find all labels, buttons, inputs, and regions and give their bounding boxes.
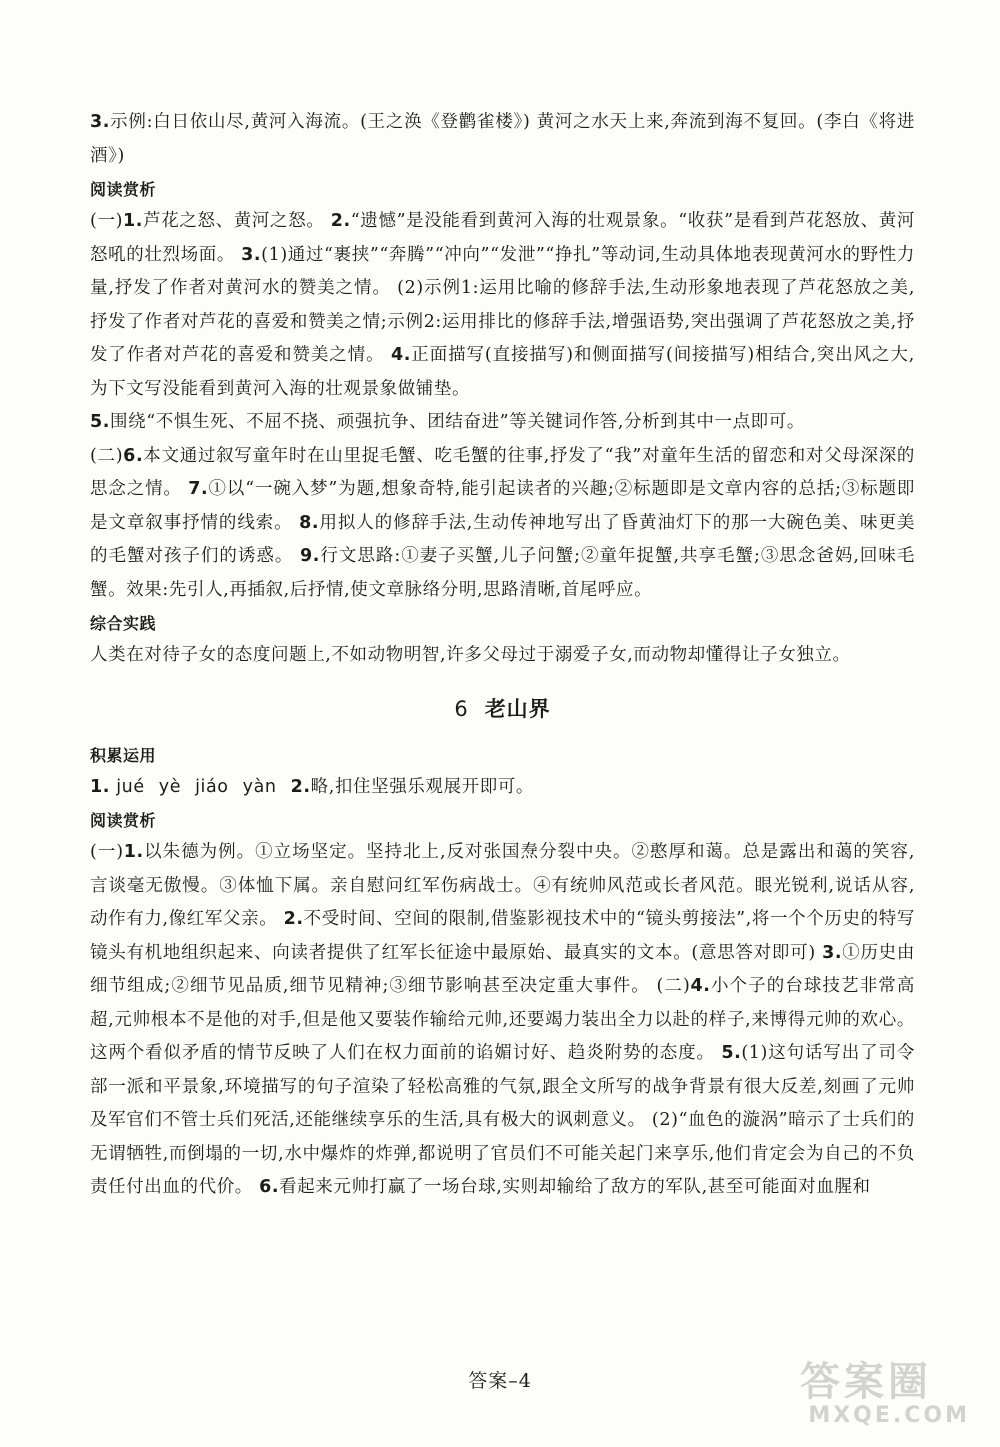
answer-text: 示例:白日依山尽,黄河入海流。(王之涣《登鹳雀楼》) 黄河之水天上来,奔流到海不复回。(李白《将进酒》) — [90, 112, 915, 166]
reading2-answers: (一)1.以朱德为例。①立场坚定。坚持北上,反对张国焘分裂中央。②憨厚和蔼。总是露出和蔼的笑容,言谈毫无傲慢。③体恤下属。亲自慰问红军伤病战士。④有统帅风范或长者风范。眼光锐利,说话从容,动作有力,像红军父亲。 2.不受时间、空间的限制,借鉴影视技术中的“镜头剪接法”,将一个个历史的特写镜头有机地组织起来、向读者提供了红军长征途中最原始、最真实的文本。(意思答对即可) 3.①历史由细节组成;②细节见品质,细节见精神;③细节影响甚至决定重大事件。 (二)4.小个子的台球技艺非常高超,元帅根本不是他的对手,但是他又要装作输给元帅,还要竭力装出全力以赴的样子,来博得元帅的欢心。这两个看似矛盾的情节反映了人们在权力面前的谄媚讨好、趋炎附势的态度。 5.(1)这句话写出了司令部一派和平景象,环境描写的句子渲染了轻松高雅的气氛,跟全文所写的战争背景有很大反差,刻画了元帅及军官们不管士兵们死活,还能继续享乐的生活,具有极大的讽刺意义。 (2)“血色的漩涡”暗示了士兵们的无谓牺牲,而倒塌的一切,水中爆炸的炸弹,都说明了官员们不可能关起门来享乐,他们肯定会为自己的不负责任付出血的代价。 6.看起来元帅打赢了一场台球,实则却输给了敌方的军队,甚至可能面对血腥和 — [90, 842, 915, 1197]
answer-page — [90, 106, 915, 1205]
section-heading-reading: 阅读赏析 — [90, 180, 157, 199]
reading-part-1: (一)1.芦花之怒、黄河之怒。 2.“遗憾”是没能看到黄河入海的壮观景象。“收获”是看到芦花怒放、黄河怒吼的壮烈场面。 3.(1)通过“裹挟”“奔腾”“冲向”“发泄”“挣扎”等动词,生动具体地表现黄河水的野性力量,抒发了作者对黄河水的赞美之情。 (2)示例1:运用比喻的修辞手法,生动形象地表现了芦花怒放之美,抒发了作者对芦花的喜爱和赞美之情;示例2:运用排比的修辞手法,增强语势,突出强调了芦花怒放之美,抒发了作者对芦花的喜爱和赞美之情。 4.正面描写(直接描写)和侧面描写(间接描写)相结合,突出风之大,为下文写没能看到黄河入海的壮观景象做铺垫。 — [90, 211, 915, 399]
reading-q5: 5.围绕“不惧生死、不屈不挠、顽强抗争、团结奋进”等关键词作答,分析到其中一点即可。 — [90, 412, 805, 432]
answer-block-3 — [90, 106, 915, 173]
page-number: 答案–4 — [468, 1370, 532, 1392]
question-number: 3. — [90, 112, 111, 132]
lesson-title: 6 老山界 — [454, 696, 551, 721]
reading-part-2: (二)6.本文通过叙写童年时在山里捉毛蟹、吃毛蟹的往事,抒发了“我”对童年生活的留恋和对父母深深的思念之情。 7.①以“一碗入梦”为题,想象奇特,能引起读者的兴趣;②标题即是文章内容的总括;③标题即是文章叙事抒情的线索。 8.用拟人的修辞手法,生动传神地写出了昏黄油灯下的那一大碗色美、味更美的毛蟹对孩子们的诱惑。 9.行文思路:①妻子买蟹,儿子问蟹;②童年捉蟹,共享毛蟹;③思念爸妈,回味毛蟹。效果:先引人,再插叙,后抒情,使文章脉络分明,思路清晰,首尾呼应。 — [90, 445, 915, 600]
pinyin-list: jué yè jiáo yàn — [116, 776, 277, 797]
section-heading-accumulation: 积累运用 — [90, 745, 157, 765]
watermark-logo: 答案圈 MXQE.COM — [800, 1359, 970, 1428]
section-heading-reading-2: 阅读赏析 — [90, 811, 157, 830]
section-heading-practice: 综合实践 — [90, 614, 157, 633]
practice-answer: 人类在对待子女的态度问题上,不如动物明智,许多父母过于溺爱子女,而动物却懂得让子女独立。 — [90, 645, 851, 665]
accumulation-answers: 1. jué yè jiáo yàn 2.略,扣住坚强乐观展开即可。 — [90, 776, 535, 797]
